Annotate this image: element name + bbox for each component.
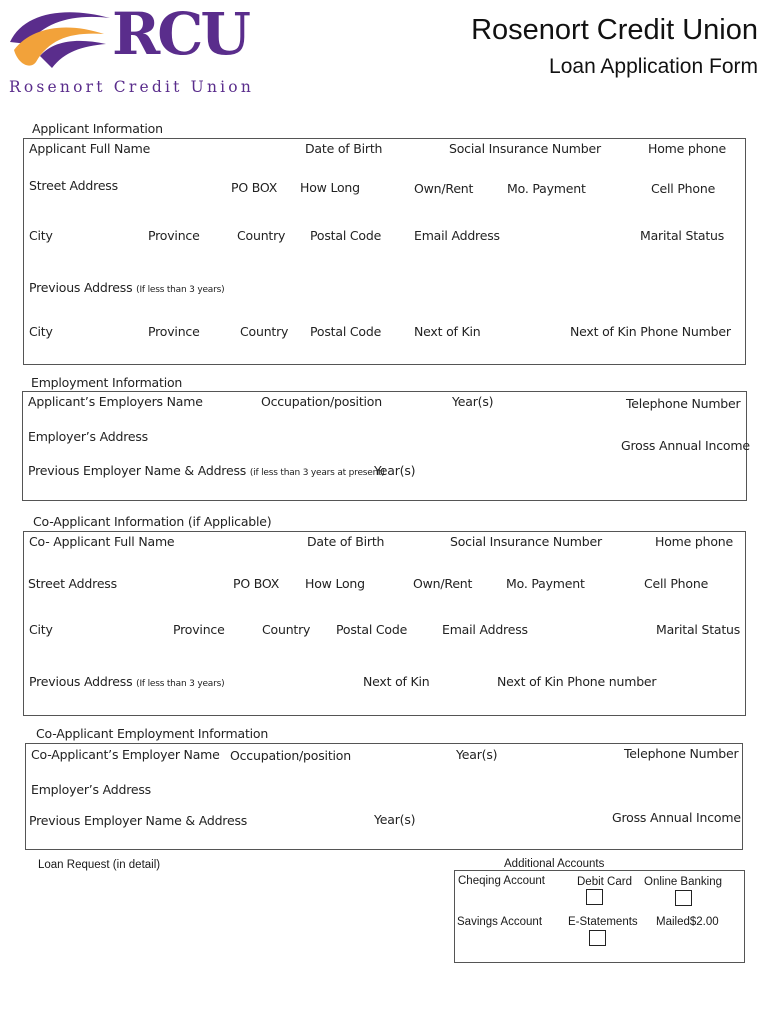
co-employment-occupation-label: Occupation/position xyxy=(230,748,351,763)
logo-mark: RCU xyxy=(112,0,248,68)
rcu-swoosh-icon xyxy=(6,4,116,74)
co-applicant-cell-phone-label: Cell Phone xyxy=(644,576,709,591)
page-subtitle: Loan Application Form xyxy=(549,55,758,78)
co-applicant-marital-label: Marital Status xyxy=(656,622,741,637)
co-employment-prev-years-label: Year(s) xyxy=(374,812,416,827)
employment-prev-employer-text: Previous Employer Name & Address xyxy=(28,463,247,478)
employment-occupation-label: Occupation/position xyxy=(261,394,382,409)
applicant-how-long-label: How Long xyxy=(300,180,360,195)
additional-accounts-title: Additional Accounts xyxy=(504,858,605,870)
co-applicant-next-of-kin-label: Next of Kin xyxy=(363,674,430,689)
employment-telephone-label: Telephone Number xyxy=(626,396,741,411)
mailed-label: Mailed$2.00 xyxy=(656,916,719,928)
co-employment-employer-name-label: Co-Applicant’s Employer Name xyxy=(31,747,220,762)
applicant-prev-postal-label: Postal Code xyxy=(310,324,382,339)
applicant-cell-phone-label: Cell Phone xyxy=(651,181,716,196)
co-applicant-section-title: Co-Applicant Information (if Applicable) xyxy=(33,514,272,529)
page-title: Rosenort Credit Union xyxy=(471,14,758,46)
applicant-po-box-label: PO BOX xyxy=(231,180,278,195)
debit-card-label: Debit Card xyxy=(577,876,632,888)
applicant-mo-payment-label: Mo. Payment xyxy=(507,181,586,196)
co-applicant-full-name-label: Co- Applicant Full Name xyxy=(29,534,175,549)
co-applicant-postal-label: Postal Code xyxy=(336,622,408,637)
co-applicant-province-label: Province xyxy=(173,622,225,637)
co-employment-years-label: Year(s) xyxy=(456,747,498,762)
applicant-prev-address-text: Previous Address xyxy=(29,280,133,295)
applicant-sin-label: Social Insurance Number xyxy=(449,141,601,156)
logo xyxy=(6,0,255,100)
e-statements-label: E-Statements xyxy=(568,916,638,928)
employment-prev-employer-label xyxy=(28,463,385,478)
co-employment-prev-employer-label: Previous Employer Name & Address xyxy=(29,813,248,828)
employment-prev-employer-note: (if less than 3 years at present) xyxy=(249,468,385,478)
logo-subtitle: Rosenort Credit Union xyxy=(9,78,255,96)
co-applicant-city-label: City xyxy=(29,622,53,637)
chequing-account-label: Cheqing Account xyxy=(458,875,545,887)
applicant-email-label: Email Address xyxy=(414,228,500,243)
co-applicant-sin-label: Social Insurance Number xyxy=(450,534,602,549)
applicant-country-label: Country xyxy=(237,228,286,243)
applicant-section-title: Applicant Information xyxy=(32,121,163,136)
employment-employer-address-label: Employer’s Address xyxy=(28,429,148,444)
applicant-province-label: Province xyxy=(148,228,200,243)
applicant-full-name-label: Applicant Full Name xyxy=(29,141,151,156)
applicant-prev-address-label xyxy=(29,280,224,295)
co-applicant-prev-address-note: (If less than 3 years) xyxy=(136,679,225,689)
debit-card-checkbox[interactable] xyxy=(586,889,603,905)
applicant-own-rent-label: Own/Rent xyxy=(414,181,474,196)
co-employment-employer-address-label: Employer’s Address xyxy=(31,782,151,797)
co-employment-telephone-label: Telephone Number xyxy=(624,746,739,761)
applicant-street-label: Street Address xyxy=(29,178,118,193)
applicant-prev-address-note: (If less than 3 years) xyxy=(136,285,225,295)
co-applicant-dob-label: Date of Birth xyxy=(307,534,385,549)
online-banking-checkbox[interactable] xyxy=(675,890,692,906)
applicant-next-of-kin-label: Next of Kin xyxy=(414,324,481,339)
co-employment-gross-income-label: Gross Annual Income xyxy=(612,810,741,825)
employment-gross-income-label: Gross Annual Income xyxy=(621,438,750,453)
co-applicant-home-phone-label: Home phone xyxy=(655,534,734,549)
applicant-nok-phone-label: Next of Kin Phone Number xyxy=(570,324,731,339)
co-applicant-po-box-label: PO BOX xyxy=(233,576,280,591)
co-applicant-prev-address-label xyxy=(29,674,224,689)
co-applicant-street-label: Street Address xyxy=(28,576,117,591)
applicant-home-phone-label: Home phone xyxy=(648,141,727,156)
employment-prev-years-label: Year(s) xyxy=(374,463,416,478)
co-employment-section-title: Co-Applicant Employment Information xyxy=(36,726,269,741)
employment-years-label: Year(s) xyxy=(452,394,494,409)
applicant-marital-label: Marital Status xyxy=(640,228,725,243)
co-applicant-own-rent-label: Own/Rent xyxy=(413,576,473,591)
co-applicant-how-long-label: How Long xyxy=(305,576,365,591)
applicant-prev-city-label: City xyxy=(29,324,53,339)
co-applicant-prev-address-text: Previous Address xyxy=(29,674,133,689)
co-applicant-nok-phone-label: Next of Kin Phone number xyxy=(497,674,657,689)
employment-section-title: Employment Information xyxy=(31,375,183,390)
applicant-dob-label: Date of Birth xyxy=(305,141,383,156)
co-applicant-email-label: Email Address xyxy=(442,622,528,637)
savings-account-label: Savings Account xyxy=(457,916,543,928)
applicant-prev-country-label: Country xyxy=(240,324,289,339)
applicant-prev-province-label: Province xyxy=(148,324,200,339)
co-applicant-mo-payment-label: Mo. Payment xyxy=(506,576,585,591)
loan-request-label: Loan Request (in detail) xyxy=(38,859,161,871)
applicant-city-label: City xyxy=(29,228,53,243)
applicant-postal-label: Postal Code xyxy=(310,228,382,243)
online-banking-label: Online Banking xyxy=(644,876,722,888)
employment-employer-name-label: Applicant’s Employers Name xyxy=(28,394,203,409)
co-applicant-country-label: Country xyxy=(262,622,311,637)
e-statements-checkbox[interactable] xyxy=(589,930,606,946)
